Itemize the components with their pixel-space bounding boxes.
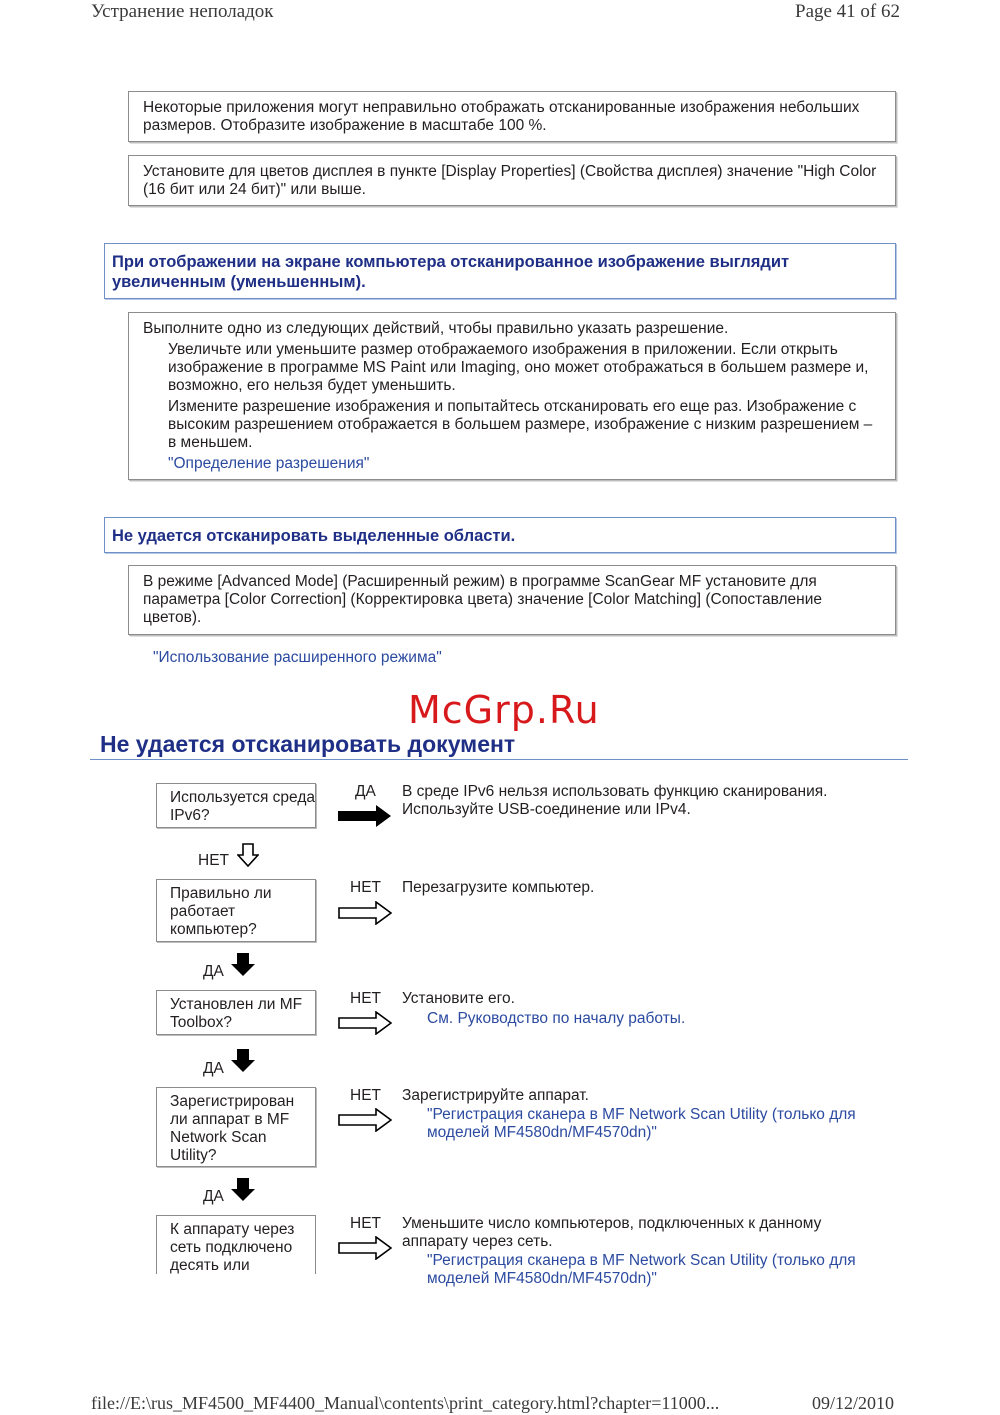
flow-next-label: НЕТ [198,852,229,869]
flow-next-label: ДА [203,1060,224,1077]
flow-result-text: Уменьшите число компьютеров, подключенных к данному аппарату через сеть. [402,1215,822,1250]
answer-box-advanced-mode [128,565,896,635]
outline-right-arrow-icon [338,1011,392,1035]
answer-text: В режиме [Advanced Mode] (Расширенный режим) в программе ScanGear MF установите для параметра [Color Correction] (Корректировка цвета) значение [Color Matching] (Сопоставление цветов). [143,573,823,626]
flow-question-registered [156,1087,316,1167]
page-number: Page 41 of 62 [795,1,901,22]
watermark-logo: McGrp.Ru [408,688,600,732]
footer-date: 09/12/2010 [812,1393,895,1413]
footer-file-path: file://E:\rus_MF4500_MF4400_Manual\contents\print_category.html?chapter=11000... [91,1393,720,1413]
flow-answer-label: ДА [355,783,376,800]
flow-question-ten-computers [156,1215,316,1274]
flow-question-text: Правильно ли работает компьютер? [170,885,272,938]
network-scan-utility-link[interactable]: "Регистрация сканера в MF Network Scan Utility (только для моделей MF4580dn/MF4570dn)" [427,1252,856,1287]
question-heading-selected-areas [104,517,896,553]
flow-next-label: ДА [203,963,224,980]
outline-right-arrow-icon [338,901,392,925]
outline-right-arrow-icon [338,1108,392,1132]
answer-box-resolution [128,312,896,480]
flow-answer-label: НЕТ [350,1087,381,1104]
flow-question-text: Зарегистрирован ли аппарат в MF Network Scan Utility? [170,1093,295,1164]
flow-answer-label: НЕТ [350,1215,381,1232]
outline-down-arrow-icon [237,843,259,867]
flow-question-ipv6 [156,783,316,828]
flow-answer-label: НЕТ [350,879,381,896]
flow-question-text: Используется среда IPv6? [170,789,315,824]
solid-down-arrow-icon [230,1049,256,1073]
info-text: Некоторые приложения могут неправильно отображать отсканированные изображения небольших размеров. Отобразите изображение в масштабе 100 %. [143,99,860,134]
flow-question-toolbox [156,990,316,1035]
outline-right-arrow-icon [338,1236,392,1260]
flow-next-label: ДА [203,1188,224,1205]
question-heading-enlarged [104,243,896,299]
section-title: Не удается отсканировать документ [100,731,516,757]
solid-down-arrow-icon [230,1178,256,1202]
answer-item: Измените разрешение изображения и попытайтесь отсканировать его еще раз. Изображение с высоким разрешением отображается в большем размере, изображение с низким разрешением – в меньшем. [168,398,873,451]
answer-item: Увеличьте или уменьшите размер отображаемого изображения в приложении. Если открыть изображение в программе MS Paint или Imaging, оно может отображаться в большем размере и, возможно, его нельзя будет уменьшить. [168,341,869,394]
solid-down-arrow-icon [230,953,256,977]
network-scan-utility-link[interactable]: "Регистрация сканера в MF Network Scan Utility (только для моделей MF4580dn/MF4570dn)" [427,1106,856,1141]
getting-started-link[interactable]: См. Руководство по началу работы. [427,1010,686,1027]
section-header: Устранение неполадок [91,1,274,22]
answer-intro: Выполните одно из следующих действий, чтобы правильно указать разрешение. [143,320,729,337]
info-box-small-images [128,91,896,142]
info-text: Установите для цветов дисплея в пункте [Display Properties] (Свойства дисплея) значение "High Color (16 бит или 24 бит)" или выше. [143,163,877,198]
flow-result-text: Установите его. [402,990,515,1007]
info-box-display-colors [128,155,896,206]
advanced-mode-link[interactable]: "Использование расширенного режима" [153,649,442,666]
solid-right-arrow-icon [338,805,392,827]
flow-result-text: Зарегистрируйте аппарат. [402,1087,589,1104]
flow-answer-label: НЕТ [350,990,381,1007]
section-divider [90,759,908,760]
resolution-link[interactable]: "Определение разрешения" [168,455,370,472]
question-heading-text: При отображении на экране компьютера отсканированное изображение выглядит увеличенным (уменьшенным). [112,253,790,291]
flow-question-computer [156,879,316,942]
flow-question-text: Установлен ли MF Toolbox? [170,996,303,1031]
flow-result-text: Перезагрузите компьютер. [402,879,595,896]
flow-result-text: В среде IPv6 нельзя использовать функцию сканирования. Используйте USB-соединение или IPv4. [402,783,828,818]
question-heading-text: Не удается отсканировать выделенные области. [112,527,516,545]
flow-question-text: К аппарату через сеть подключено десять или [170,1221,295,1274]
